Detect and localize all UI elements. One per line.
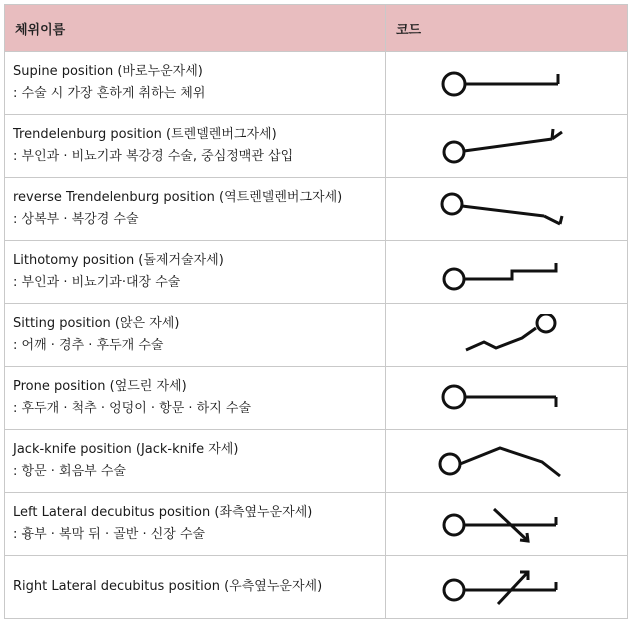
position-detail: : 어깨 · 경추 · 후두개 수술 [13, 338, 164, 353]
code-cell [386, 241, 628, 304]
position-detail: : 부인과 · 비뇨기과·대장 수술 [13, 275, 181, 290]
position-detail: : 흉부 · 복막 뒤 · 골반 · 신장 수술 [13, 527, 206, 542]
position-name: Left Lateral decubitus position (좌측옆누운자세) [13, 505, 313, 520]
position-cell [5, 430, 386, 493]
table-row [5, 556, 628, 619]
position-cell [5, 493, 386, 556]
code-cell [386, 52, 628, 115]
position-name: Jack-knife position (Jack-knife 자세) [13, 442, 239, 457]
code-cell [386, 430, 628, 493]
right-lateral-icon [432, 566, 582, 608]
position-detail: : 후두개 · 척추 · 엉덩이 · 항문 · 하지 수술 [13, 401, 252, 416]
position-cell [5, 52, 386, 115]
position-cell [5, 115, 386, 178]
reverse-trendelenburg-icon [432, 188, 582, 230]
position-name: reverse Trendelenburg position (역트렌델렌버그자세) [13, 190, 343, 205]
prone-icon [432, 377, 582, 419]
code-cell [386, 367, 628, 430]
code-cell [386, 178, 628, 241]
table-row [5, 52, 628, 115]
table-row [5, 430, 628, 493]
position-detail: : 수술 시 가장 흔하게 취하는 체위 [13, 86, 206, 101]
table-row [5, 178, 628, 241]
code-cell [386, 115, 628, 178]
position-detail: : 부인과 · 비뇨기과 복강경 수술, 중심정맥관 삽입 [13, 149, 294, 164]
position-detail: : 상복부 · 복강경 수술 [13, 212, 139, 227]
supine-icon [432, 62, 582, 104]
position-cell [5, 304, 386, 367]
header-code: 코드 [386, 5, 628, 52]
position-cell [5, 241, 386, 304]
table-row [5, 493, 628, 556]
trendelenburg-icon [432, 125, 582, 167]
header-name: 체위이름 [5, 5, 386, 52]
code-cell [386, 304, 628, 367]
position-cell [5, 367, 386, 430]
position-name: Sitting position (앉은 자세) [13, 316, 180, 331]
table-row [5, 367, 628, 430]
position-name: Supine position (바로누운자세) [13, 64, 203, 79]
position-name: Prone position (엎드린 자세) [13, 379, 187, 394]
jack-knife-icon [432, 440, 582, 482]
position-name: Right Lateral decubitus position (우측옆누운자세) [13, 579, 323, 594]
sitting-icon [432, 314, 582, 356]
table-row [5, 304, 628, 367]
table-row [5, 241, 628, 304]
header-row [5, 5, 628, 52]
position-name: Lithotomy position (돌제거술자세) [13, 253, 224, 268]
code-cell [386, 493, 628, 556]
position-table [4, 4, 628, 619]
code-cell [386, 556, 628, 619]
left-lateral-icon [432, 503, 582, 545]
position-name: Trendelenburg position (트렌델렌버그자세) [13, 127, 277, 142]
lithotomy-icon [432, 251, 582, 293]
position-detail: : 항문 · 회음부 수술 [13, 464, 126, 479]
table-row [5, 115, 628, 178]
position-cell [5, 556, 386, 619]
position-cell [5, 178, 386, 241]
